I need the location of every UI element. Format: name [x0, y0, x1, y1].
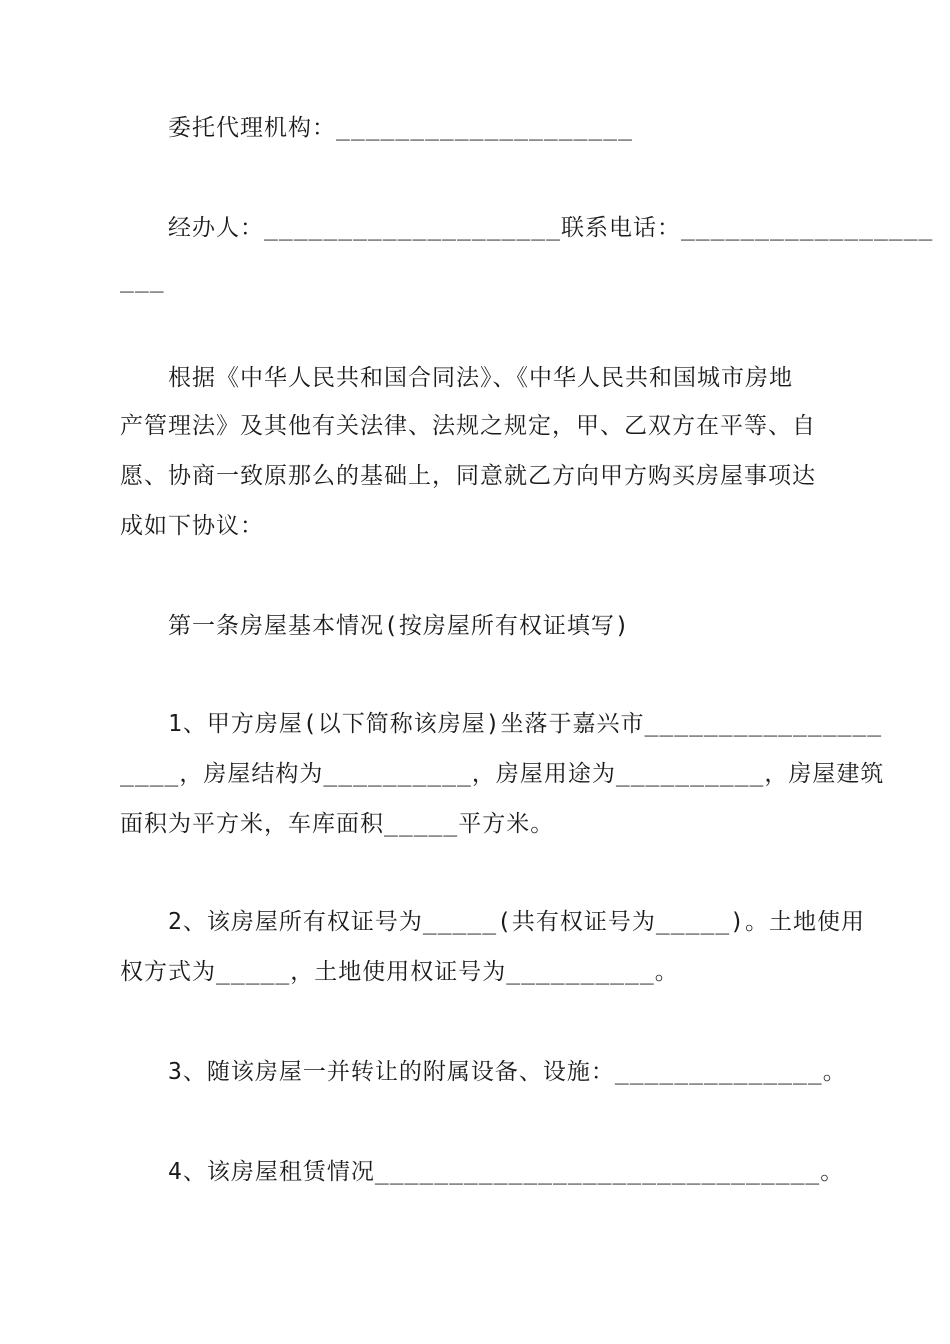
- preamble-line-3: 愿、协商一致原那么的基础上，同意就乙方向甲方购买房屋事项达: [120, 463, 816, 489]
- handler-phone-line: 经办人：____________________联系电话：_________________: [168, 215, 934, 241]
- item-1-line-1: 1、甲方房屋(以下简称该房屋)坐落于嘉兴市________________: [168, 711, 883, 737]
- item-2-line-2: 权方式为_____，土地使用权证号为__________。: [120, 959, 679, 985]
- preamble-line-2: 产管理法》及其他有关法律、法规之规定，甲、乙双方在平等、自: [120, 413, 816, 439]
- handler-phone-line-continued: ___: [120, 267, 165, 293]
- article-1-title: 第一条房屋基本情况(按房屋所有权证填写): [168, 613, 630, 639]
- item-1-line-3: 面积为平方米，车库面积_____平方米。: [120, 811, 555, 837]
- preamble-line-4: 成如下协议：: [120, 513, 264, 539]
- item-4: 4、该房屋租赁情况______________________________。: [168, 1159, 845, 1185]
- item-2-line-1: 2、该房屋所有权证号为_____(共有权证号为_____)。土地使用: [168, 909, 866, 935]
- item-1-line-2: ____，房屋结构为__________，房屋用途为__________，房屋建筑: [120, 761, 885, 787]
- agency-line: 委托代理机构：____________________: [168, 115, 633, 141]
- item-3: 3、随该房屋一并转让的附属设备、设施：______________。: [168, 1059, 847, 1085]
- preamble-line-1: 根据《中华人民共和国合同法》、《中华人民共和国城市房地: [168, 365, 793, 391]
